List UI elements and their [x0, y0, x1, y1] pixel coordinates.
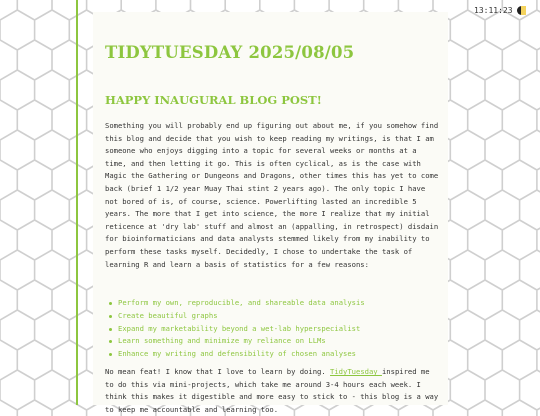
second-paragraph-end: inspired me to do this via mini-projects, which take me around 3-4 hours each week. I think this makes it digestible and more easy to stick to - this blog is a way to keep me accountable and learning too.: [105, 367, 439, 414]
list-item: Expand my marketability beyond a wet-lab hyperspecialist: [105, 323, 365, 336]
list-item: Learn something and minimize my reliance on LLMs: [105, 335, 365, 348]
clock: 13:11:23: [474, 5, 513, 15]
reasons-list: [105, 297, 365, 361]
moon-icon[interactable]: [517, 6, 526, 15]
second-paragraph: [105, 366, 440, 416]
tidytuesday-link[interactable]: TidyTuesday: [330, 367, 382, 376]
top-status-bar: [474, 3, 526, 17]
list-item: Perform my own, reproducible, and shareable data analysis: [105, 297, 365, 310]
list-item: Create beautiful graphs: [105, 310, 365, 323]
post-subtitle: HAPPY INAUGURAL BLOG POST!: [105, 93, 322, 107]
accent-vertical-line: [76, 0, 78, 405]
post-title: TIDYTUESDAY 2025/08/05: [105, 43, 355, 62]
blog-post-panel: [93, 12, 448, 414]
list-item: Enhance my writing and defensibility of chosen analyses: [105, 348, 365, 361]
intro-paragraph: Something you will probably end up figuring out about me, if you somehow find this blog and decide that you wish to keep reading my writings, is that I am someone who enjoys digging into a topic for several weeks or months at a time, and then letting it go. This is often cyclical, as is the case with Magic the Gathering or Dungeons and Dragons, other times this has yet to come back (brief 1 1/2 year Muay Thai stint 2 years ago). The only topic I have not bored of is, of course, science. Powerlifting lasted an incredible 5 years. The more that I get into science, the more I realize that my initial reticence at 'dry lab' stuff and almost an (appalling, in retrospect) disdain for bioinformaticians and data analysts stemmed likely from my inability to perform these tasks myself. Decidedly, I chose to undertake the task of learning R and learn a basis of statistics for a few reasons:: [105, 121, 439, 269]
second-paragraph-start: No mean feat! I know that I love to learn by doing.: [105, 367, 331, 376]
